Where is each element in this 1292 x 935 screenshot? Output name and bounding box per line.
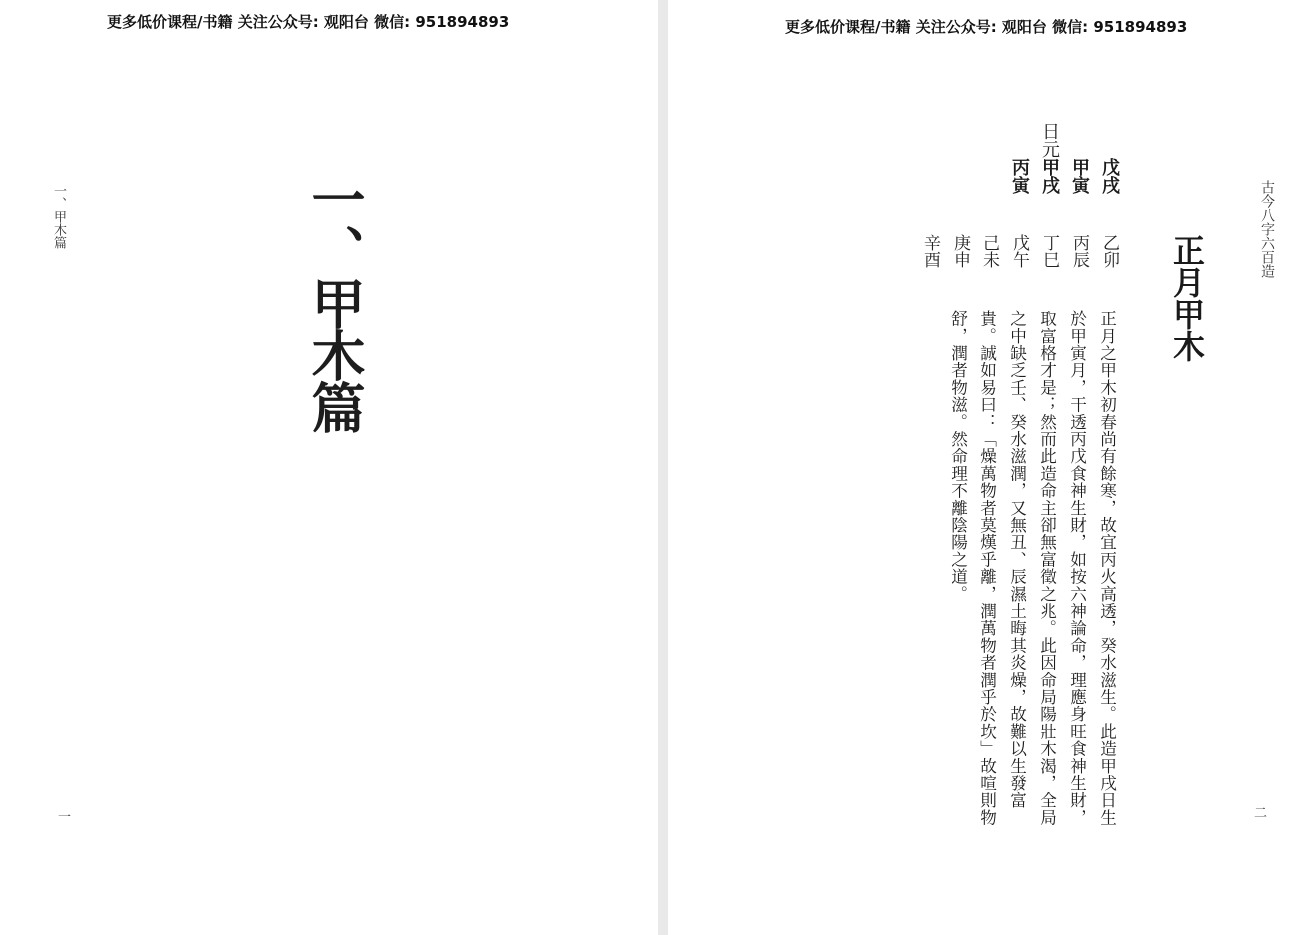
luck-pillar: 己未 <box>979 234 999 268</box>
side-caption: 一、甲木篇 <box>51 184 66 249</box>
body-text-line: 於甲寅月，干透丙戊食神生財，如按六神論命，理應身旺食神生財， <box>1067 310 1087 826</box>
watermark-banner-right: 更多低价课程/书籍 关注公众号: 观阳台 微信: 951894893 <box>785 18 1188 36</box>
book-title-caption: 古今八字六百造 <box>1259 180 1275 278</box>
page-number-left: 一 <box>58 810 72 825</box>
watermark-banner-left: 更多低价课程/书籍 关注公众号: 观阳台 微信: 951894893 <box>107 13 510 31</box>
day-pillar <box>1040 122 1058 194</box>
hour-pillar <box>1010 158 1028 194</box>
year-pillar-text: 戊戌 <box>1099 158 1120 194</box>
right-page <box>668 0 1292 935</box>
year-pillar <box>1100 158 1118 194</box>
body-text-line: 正月之甲木初春尚有餘寒，故宜丙火高透，癸水滋生。此造甲戌日生 <box>1097 310 1117 826</box>
day-master-label: 日元 <box>1039 122 1060 158</box>
luck-pillar: 乙卯 <box>1099 234 1119 268</box>
body-text-line: 取富格才是；然而此造命主卻無富徵之兆。此因命局陽壯木渴，全局 <box>1037 310 1057 826</box>
page-number-right: 二 <box>1254 806 1268 821</box>
body-text-line: 之中缺乏壬、癸水滋潤，又無丑、辰濕土晦其炎燥，故難以生發富 <box>1007 310 1027 809</box>
body-text-line: 貴。誠如易曰：「燥萬物者莫熯乎離，潤萬物者潤乎於坎」故喧則物 <box>977 310 997 826</box>
day-pillar-text: 甲戌 <box>1039 158 1060 194</box>
body-text-line: 舒，潤者物滋。然命理不離陰陽之道。 <box>948 310 968 603</box>
month-pillar <box>1070 158 1088 194</box>
chapter-title: 一、甲木篇 <box>303 172 366 432</box>
luck-pillar: 庚申 <box>950 234 970 268</box>
luck-pillar: 丙辰 <box>1069 234 1089 268</box>
luck-pillar: 丁巳 <box>1039 234 1059 268</box>
luck-pillar: 戊午 <box>1009 234 1029 268</box>
month-pillar-text: 甲寅 <box>1069 158 1090 194</box>
section-title: 正月甲木 <box>1168 234 1206 362</box>
luck-pillar: 辛酉 <box>920 234 940 268</box>
hour-pillar-text: 丙寅 <box>1009 158 1030 194</box>
